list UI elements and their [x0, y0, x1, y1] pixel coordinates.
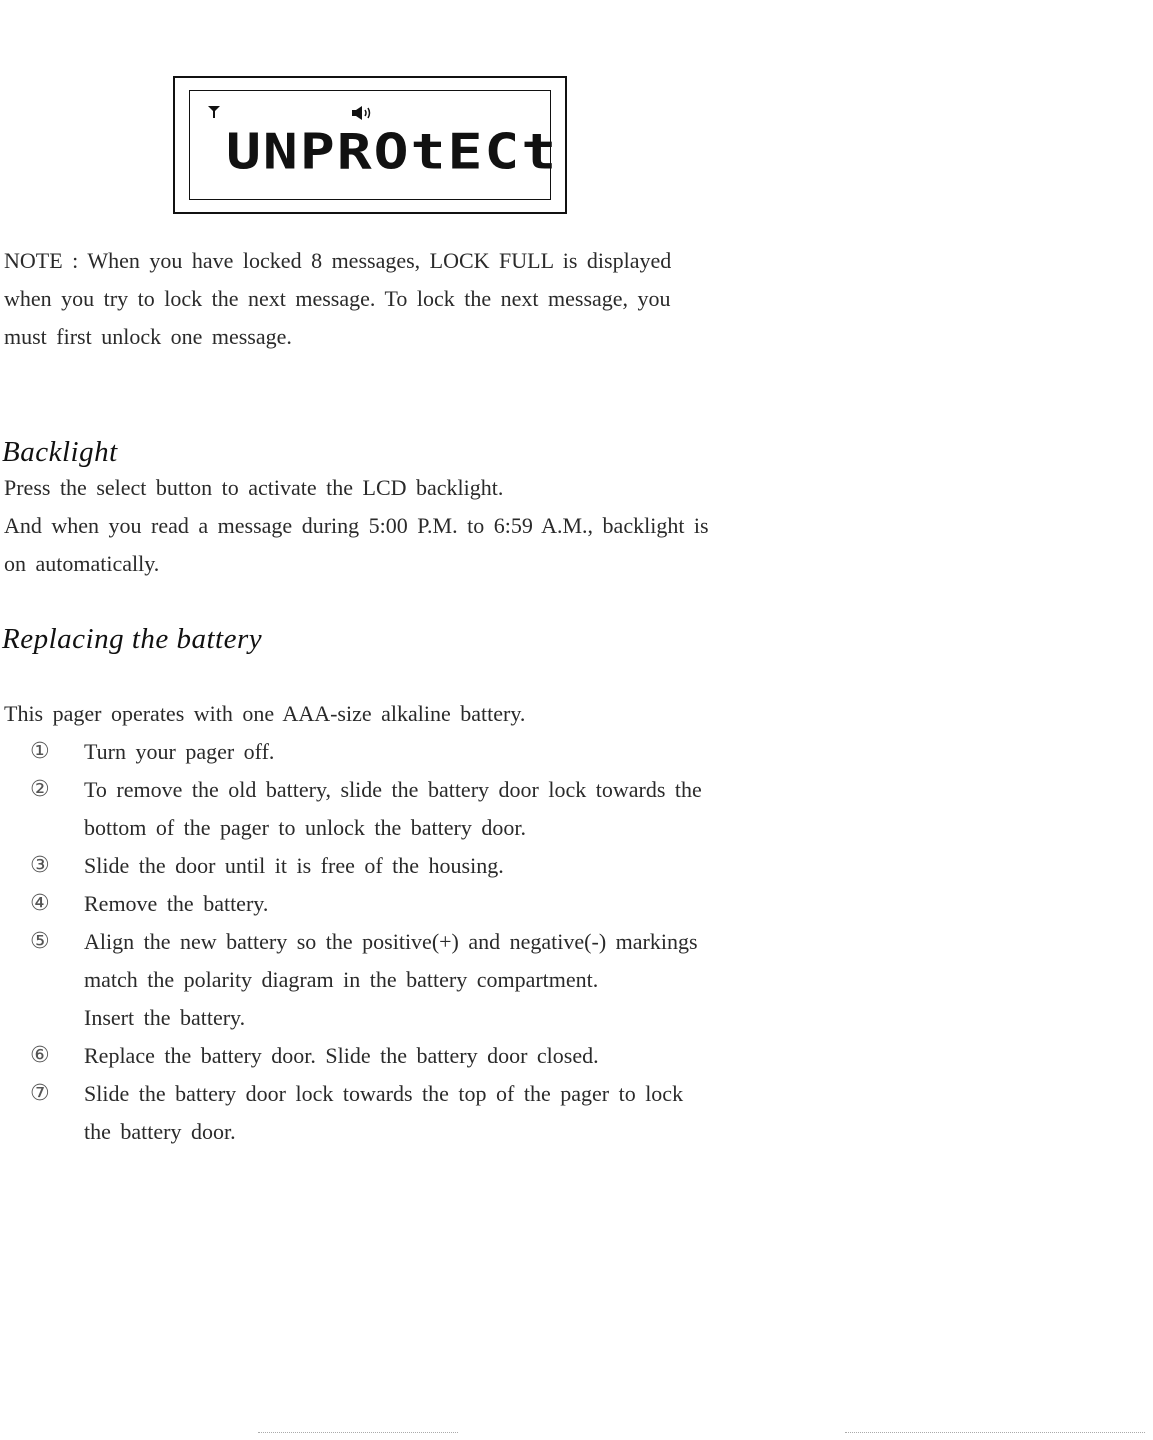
speaker-icon: [352, 106, 374, 120]
step-line: Insert the battery.: [84, 1005, 246, 1030]
step-line: Remove the battery.: [84, 891, 269, 916]
backlight-paragraph: [4, 469, 844, 583]
note-line: must first unlock one message.: [4, 324, 292, 349]
battery-intro-line: This pager operates with one AAA-size alkaline battery.: [4, 701, 526, 726]
step-line: Align the new battery so the positive(+) and negative(-) markings: [84, 929, 698, 954]
lcd-screen: [189, 90, 559, 200]
step-number: ④: [30, 891, 50, 916]
battery-intro: [4, 695, 844, 733]
step-number: ⑤: [30, 929, 50, 954]
note-line: NOTE : When you have locked 8 messages, LOCK FULL is displayed: [4, 248, 672, 273]
step-number: ②: [30, 777, 50, 802]
step-line: Slide the door until it is free of the housing.: [84, 853, 504, 878]
backlight-line: And when you read a message during 5:00 P.M. to 6:59 A.M., backlight is: [4, 513, 709, 538]
step-line: match the polarity diagram in the battery compartment.: [84, 967, 599, 992]
backlight-heading: Backlight: [2, 436, 118, 468]
note-line: when you try to lock the next message. To lock the next message, you: [4, 286, 671, 311]
step-number: ⑦: [30, 1081, 50, 1106]
antenna-icon: [208, 105, 220, 119]
step-line: bottom of the pager to unlock the battery door.: [84, 815, 526, 840]
scan-artifact: [258, 1432, 458, 1433]
step-line: Turn your pager off.: [84, 739, 275, 764]
step-line: Replace the battery door. Slide the battery door closed.: [84, 1043, 599, 1068]
lcd-display-illustration: [173, 76, 567, 214]
lcd-message-text: UNPROtECt: [226, 122, 559, 181]
backlight-line: on automatically.: [4, 551, 160, 576]
step-line: Slide the battery door lock towards the top of the pager to lock: [84, 1081, 684, 1106]
step-line: To remove the old battery, slide the battery door lock towards the: [84, 777, 702, 802]
step-line: the battery door.: [84, 1119, 236, 1144]
battery-heading: Replacing the battery: [2, 623, 263, 655]
scan-artifact: [845, 1432, 1145, 1433]
step-number: ①: [30, 739, 50, 764]
step-number: ③: [30, 853, 50, 878]
backlight-line: Press the select button to activate the LCD backlight.: [4, 475, 504, 500]
step-number: ⑥: [30, 1043, 50, 1068]
note-paragraph: [4, 242, 844, 356]
